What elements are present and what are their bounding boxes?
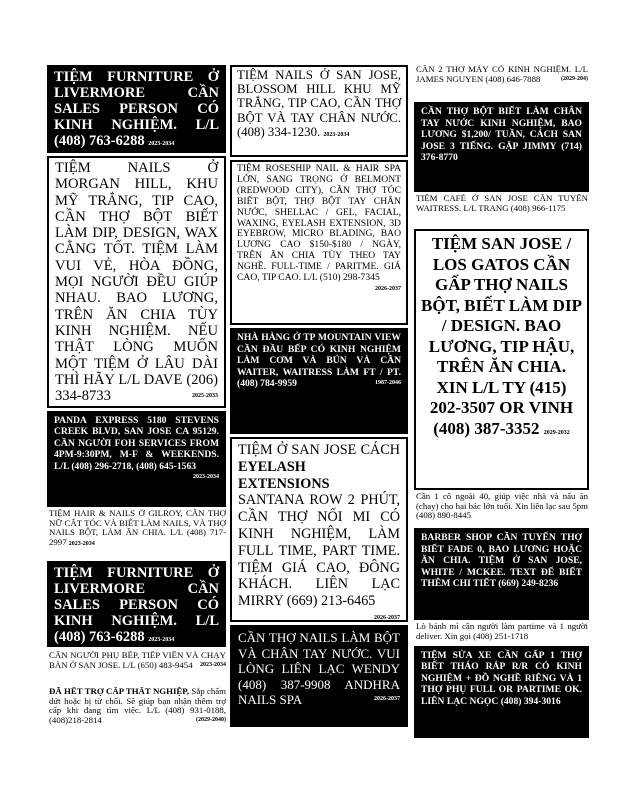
ad-auto-repair	[414, 646, 589, 738]
ad-code: (2029-2040)	[196, 716, 226, 723]
ad-text: Sắp chấm dứt hoặc bị từ chối. Sẽ giúp bạn nhận thêm trợ cấp khi đang tìm việc. L/L (408) 931-0188, (408)218-2814	[49, 687, 226, 725]
ad-text: CẦN THỢ NAILS LÀM BỘT VÀ CHÂN TAY NƯỚC. VUI LÒNG LIÊN LẠC WENDY (408) 387-9908 ANDHRA NAILS SPA	[238, 630, 400, 707]
ad-furniture-livermore-bottom	[47, 561, 226, 647]
ad-head: ĐÃ HẾT TRỢ CẤP THẤT NGHIỆP,	[49, 687, 190, 696]
ad-panda-express	[47, 411, 226, 507]
ad-text: TIỆM FURNITURE Ở LIVERMORE CẦN SALES PERSON CÓ KINH NGHIỆM. L/L (408) 763-6288	[54, 69, 219, 149]
ad-unemployment-help	[49, 687, 226, 735]
ad-text: Ở SAN JOSE CÁCH SANTANA ROW 2 PHÚT, CẦN THỢ NỐI MI CÓ KINH NGHIỆM, LÀM FULL TIME, PART TIME. TIỆM GIÁ CAO, ĐÔNG KHÁCH. LIÊN LẠC MIRRY (669) 213-6465	[238, 442, 400, 610]
ad-text: TIỆM CAFÉ Ở SAN JOSE CẦN TUYỂN WAITRESS. L/L TRANG (408) 966-1175	[416, 194, 588, 213]
ad-text: CẦN THỢ BỘT BIẾT LÀM CHÂN TAY NƯỚC KINH NGHIỆM, BAO LƯƠNG $1,200/ TUẦN, CÁCH SAN JOSE 3 TIẾNG. GẶP JIMMY (714) 376-8770	[421, 106, 582, 164]
ad-code: 1987-2046	[375, 380, 401, 387]
ad-code: 2029-2032	[543, 429, 570, 436]
ad-code: 2023-2034	[200, 661, 226, 668]
ad-text: TIỆM HAIR & NAILS Ở GILROY, CẦN THỢ NỮ CẮT TÓC VÀ BIẾT LÀM NAILS, VÀ THỢ NAILS BỘT, LÀM ĂN CHIA. L/L (408) 717-2997	[49, 509, 226, 547]
ad-text: Lò bánh mì cần người làm partime và 1 người deliver. Xin gọi (408) 251-1718	[416, 622, 588, 641]
ad-nail-tech-jimmy	[414, 102, 589, 192]
ad-text: TIỆM FURNITURE Ở LIVERMORE CẦN SALES PERSON CÓ KINH NGHIỆM. L/L (408) 763-6288	[54, 565, 219, 645]
ad-code: 2023-2034	[193, 474, 219, 481]
ad-hair-nails-gilroy	[49, 509, 226, 559]
ad-eyelash-extensions	[230, 437, 408, 622]
ad-code: 2023-2034	[148, 637, 175, 643]
ad-furniture-livermore-top	[47, 65, 226, 153]
ad-cafe-waitress	[416, 194, 588, 226]
ad-barber-shop	[414, 528, 589, 620]
ad-code: 2026-2037	[374, 696, 400, 702]
ad-code: 2026-2037	[375, 285, 401, 292]
ad-restaurant-mountain-view	[230, 328, 408, 434]
ad-text: TIỆM SỬA XE CẦN GẤP 1 THỢ BIẾT THÁO RÁP R/R CÓ KINH NGHIỆM + ĐỒ NGHỀ RIÊNG VÀ 1 THỢ PHỤ FULL OR PARTIME OK. LIÊN LẠC NGỌC (408) 394-3016	[421, 650, 582, 707]
ad-code: 2025-2033	[192, 393, 218, 400]
ad-text: Cần 1 cô ngoài 40, giúp việc nhà và nấu ăn (chay) cho hai bác lớn tuổi. Xin liên lạc sau 5pm (408) 890-8445	[416, 492, 588, 521]
ad-housekeeper	[416, 492, 588, 526]
ad-san-jose-los-gatos-nails	[414, 229, 589, 490]
ad-title-2: EYELASH EXTENSIONS	[238, 458, 330, 492]
ad-mechanic-james	[416, 65, 588, 101]
ad-kitchen-helper	[49, 651, 226, 685]
ad-text: TIỆM NAILS Ở MORGAN HILL, KHU MỸ TRẮNG, TIP CAO, CẦN THỢ BỘT BIẾT LÀM DIP, DESIGN, WAX CẰNG TỐT. TIỆM LÀM VUI VẺ, HÒA ĐỒNG, MỌI NGƯỜI ĐỀU GIÚP NHAU. BAO LƯƠNG, TRÊN ĂN CHIA TÙY KINH NGHIỆM. NẾU THẬT LÒNG MUỐN MỘT TIỆM Ở LÂU DÀI THÌ HÃY L/L DAVE (206) 334-8733	[55, 160, 218, 405]
ad-text: CẦN 2 THỢ MÁY CÓ KINH NGHIỆM. L/L JAMES NGUYEN (408) 646-7888	[416, 65, 588, 84]
ad-code: 2023-2034	[323, 131, 350, 138]
ad-code: 2026-2037	[374, 614, 400, 621]
ad-code: 2023-2034	[148, 141, 175, 147]
ad-roseship-nail-spa	[230, 160, 408, 325]
ad-text: BARBER SHOP CẦN TUYỂN THỢ BIẾT FADE 0, BAO LƯƠNG HOẶC ĂN CHIA. TIỆM Ở SAN JOSE, WHITE / MCKEE. TEXT ĐỂ BIẾT THÊM CHI TIẾT (669) 249-8236	[421, 532, 582, 590]
ad-code: (2029-204)	[561, 75, 588, 82]
ad-text: NHÀ HÀNG Ở TP MOUNTAIN VIEW CẦN ĐẦU BẾP CÓ KINH NGHIỆM LÀM CƠM VÀ BÚN VÀ CẦN WAITER, WAITRESS LÀM FT / PT. (408) 784-9959	[237, 332, 401, 390]
ad-text: CẦN NGƯỜI PHỤ BẾP, TIẾP VIÊN VÀ CHẠY BÀN Ở SAN JOSE. L/L (650) 483-9454	[49, 651, 226, 670]
ad-andhra-nails-spa	[230, 625, 408, 727]
ad-bakery	[416, 622, 588, 646]
ad-nails-morgan-hill	[47, 156, 226, 408]
ad-text: TIỆM SAN JOSE / LOS GATOS CẦN GẤP THỢ NAILS BỘT, BIẾT LÀM DIP / DESIGN. BAO LƯƠNG, TIP HẬU, TRÊN ĂN CHIA. XIN L/L TY (415) 202-3507 OR VINH (408) 387-3352	[421, 234, 582, 438]
ad-nails-blossom-hill	[230, 65, 408, 157]
ad-text: TIỆM NAILS Ở SAN JOSE, BLOSSOM HILL KHU MỸ TRẮNG, TIP CAO, CẦN THỢ BỘT VÀ TAY CHÂN NƯỚC. (408) 334-1230.	[237, 68, 401, 139]
ad-text: PANDA EXPRESS 5180 STEVENS CREEK BLVD, SAN JOSE CA 95129. CẦN NGƯỜI FOH SERVICES FROM 4PM-9:30PM, M-F & WEEKENDS. L/L (408) 296-2718, (408) 645-1563	[54, 415, 219, 472]
ad-code: 2023-2034	[68, 540, 95, 547]
ad-text: TIỆM ROSESHIP NAIL & HAIR SPA LỚN, SANG TRỌNG Ở BELMONT (REDWOOD CITY), CẦN THỢ TÓC BIẾT BỘT, THỢ BỘT TAY CHÂN NƯỚC, SHELLAC / GEL, FACIAL, WAXING, EYELASH EXTENSION, 3D EYEBROW, MICRO BLADING, BAO LƯƠNG CAO $150-$180 / NGÀY, TRÊN ĂN CHIA TÙY THEO TAY NGHỀ. FULL-TIME / PARITME. GIÁ CAO, TIP CAO. L/L (510) 298-7345	[237, 163, 401, 284]
ad-title: TIỆM	[238, 442, 273, 458]
